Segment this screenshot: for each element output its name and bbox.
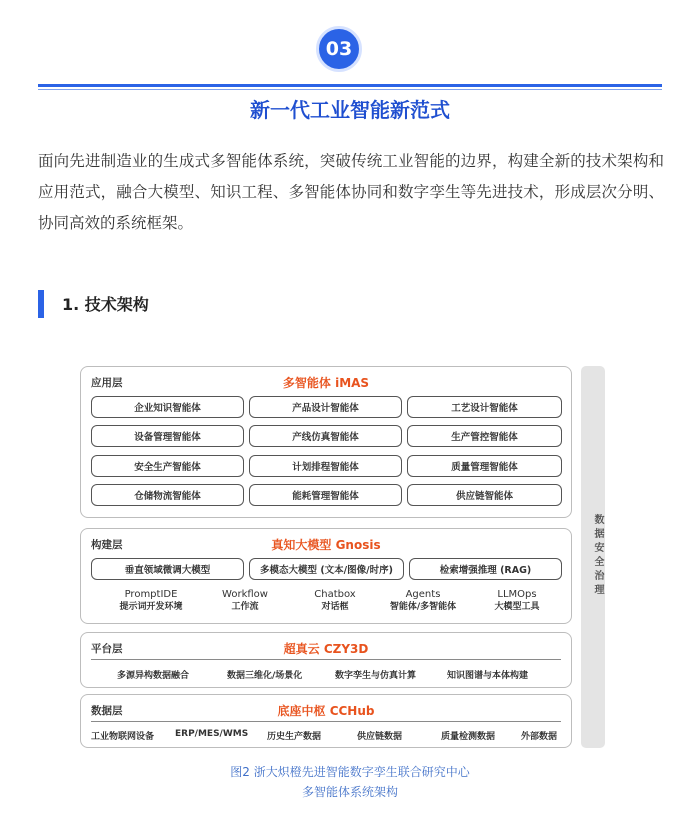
platform-layer: [80, 632, 572, 688]
data-item-erp: ERP/MES/WMS: [175, 729, 249, 739]
section-number-badge: 03: [316, 26, 362, 72]
tool-workflow: [195, 588, 295, 614]
data-layer-title: 底座中枢 CCHub: [277, 704, 375, 718]
model-box-multimodal: 多模态大模型 (文本/图像/时序): [249, 558, 404, 580]
tool-agents-en: Agents: [405, 589, 441, 600]
platform-item-fusion: 多源异构数据融合: [117, 671, 190, 681]
tool-promptide-en: PromptIDE: [124, 589, 178, 600]
agent-pill: 产品设计智能体: [249, 396, 402, 418]
tool-promptide-cn: 提示词开发环境: [119, 602, 183, 612]
platform-item-3d: 数据三维化/场景化: [227, 671, 303, 681]
agent-pill: 企业知识智能体: [91, 396, 244, 418]
platform-item-twin: 数字孪生与仿真计算: [335, 671, 417, 681]
figure-caption-line1: 图2 浙大炽橙先进智能数字孪生联合研究中心: [230, 765, 470, 779]
build-layer-label: 构建层: [91, 539, 123, 551]
agent-pill: 质量管理智能体: [407, 455, 562, 477]
governance-label: 数据安全治理: [592, 514, 603, 598]
agent-pill: 仓储物流智能体: [91, 484, 244, 506]
data-item-history: 历史生产数据: [267, 732, 322, 742]
build-layer-title: 真知大模型 Gnosis: [271, 538, 381, 552]
app-layer-title: 多智能体 iMAS: [282, 376, 370, 390]
tool-llmops: [467, 588, 567, 614]
section-title: 新一代工业智能新范式: [250, 98, 450, 122]
data-item-external: 外部数据: [521, 732, 558, 742]
tool-promptide: [101, 588, 201, 614]
agent-pill: 能耗管理智能体: [249, 484, 402, 506]
tool-workflow-cn: 工作流: [231, 602, 259, 612]
app-layer-label: 应用层: [91, 377, 123, 389]
platform-layer-label: 平台层: [91, 643, 123, 655]
app-layer: [80, 366, 572, 518]
agent-pill: 供应链智能体: [407, 484, 562, 506]
platform-layer-title: 超真云 CZY3D: [283, 642, 369, 656]
data-layer: [80, 694, 572, 748]
tool-agents: [373, 588, 473, 614]
agent-pill: 生产管控智能体: [407, 425, 562, 447]
agent-pill: 产线仿真智能体: [249, 425, 402, 447]
data-layer-label: 数据层: [91, 705, 123, 717]
data-item-supply: 供应链数据: [357, 732, 403, 742]
subsection-title: 1. 技术架构: [62, 295, 149, 314]
model-box-rag: 检索增强推理 (RAG): [409, 558, 562, 580]
agent-pill: 计划排程智能体: [249, 455, 402, 477]
tool-chatbox: [285, 588, 385, 614]
build-layer: [80, 528, 572, 624]
tool-llmops-cn: 大模型工具: [494, 602, 540, 612]
tool-chatbox-cn: 对话框: [321, 602, 349, 612]
platform-item-knowledge: 知识图谱与本体构建: [447, 671, 529, 681]
governance-bar: [581, 366, 605, 748]
header-rule: [38, 84, 662, 87]
figure-caption-line2: 多智能体系统架构: [301, 785, 398, 799]
subsection-accent-bar: [38, 290, 44, 318]
data-item-iot: 工业物联网设备: [91, 732, 155, 742]
agent-pill: 安全生产智能体: [91, 455, 244, 477]
data-item-quality: 质量检测数据: [441, 732, 496, 742]
agent-pill: 设备管理智能体: [91, 425, 244, 447]
data-divider: [91, 721, 561, 722]
agent-pill: 工艺设计智能体: [407, 396, 562, 418]
tool-chatbox-en: Chatbox: [314, 589, 356, 600]
tool-workflow-en: Workflow: [222, 589, 268, 600]
platform-divider: [91, 659, 561, 660]
intro-paragraph: 面向先进制造业的生成式多智能体系统，突破传统工业智能的边界，构建全新的技术架构和应用范式，融合大模型、知识工程、多智能体协同和数字孪生等先进技术，形成层次分明、协同高效的系统框架。: [38, 152, 664, 232]
tool-agents-cn: 智能体/多智能体: [389, 602, 457, 612]
model-box-finetune: 垂直领域微调大模型: [91, 558, 244, 580]
tool-llmops-en: LLMOps: [497, 589, 537, 600]
header-rule-thin: [38, 89, 662, 90]
